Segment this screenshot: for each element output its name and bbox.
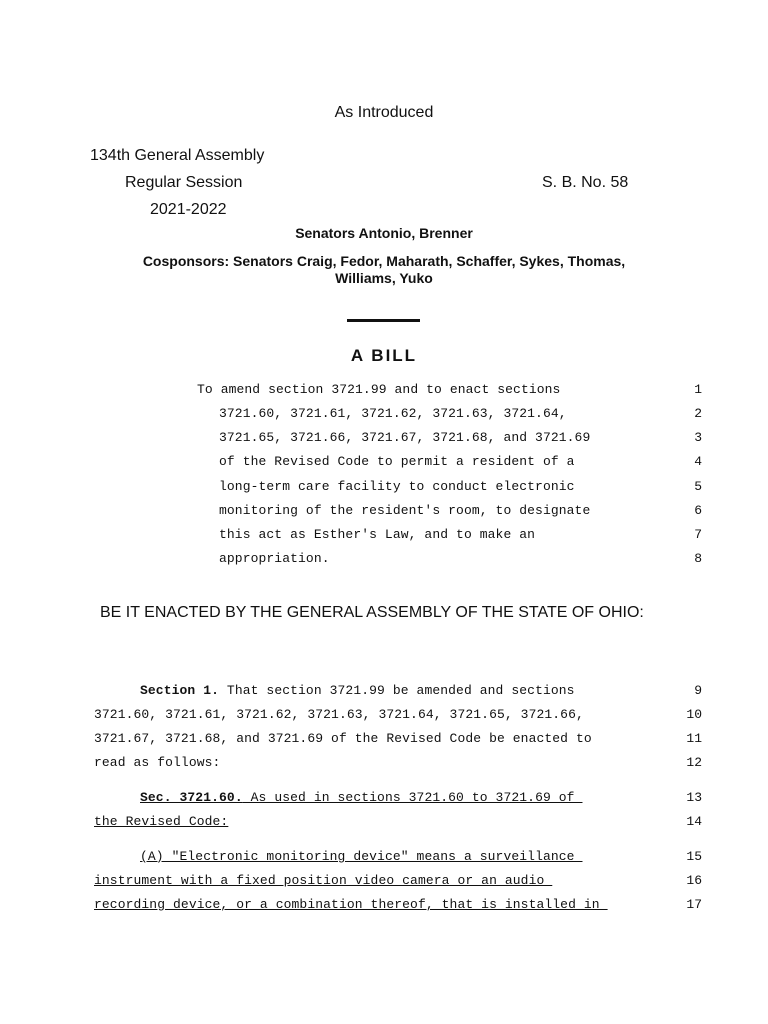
line-number: 6	[694, 503, 702, 518]
line-number: 12	[686, 755, 702, 770]
line-number: 7	[694, 527, 702, 542]
session: Regular Session	[125, 174, 243, 191]
cosponsors-line-1: Cosponsors: Senators Craig, Fedor, Maharath, Schaffer, Sykes, Thomas,	[142, 253, 626, 269]
sec-3721-60-text: As used in sections 3721.60 to 3721.69 of	[242, 790, 583, 805]
section-1-text: That section 3721.99 be amended and sections	[219, 683, 575, 698]
title-divider	[347, 319, 420, 322]
session-years: 2021-2022	[150, 201, 227, 218]
title-line: 3721.60, 3721.61, 3721.62, 3721.63, 3721.64,	[219, 406, 567, 421]
title-line: monitoring of the resident's room, to designate	[219, 503, 591, 518]
line-number: 1	[694, 382, 702, 397]
sec-3721-60-line-1	[140, 790, 582, 805]
title-line: To amend section 3721.99 and to enact sections	[197, 382, 561, 397]
line-number: 16	[686, 873, 702, 888]
line-number: 17	[686, 897, 702, 912]
line-number: 3	[694, 430, 702, 445]
line-number: 10	[686, 707, 702, 722]
line-number: 4	[694, 454, 702, 469]
line-number: 15	[686, 849, 702, 864]
title-line: appropriation.	[219, 551, 330, 566]
section-1-line-1	[140, 683, 575, 698]
title-line: long-term care facility to conduct electronic	[219, 479, 575, 494]
section-1-line: 3721.60, 3721.61, 3721.62, 3721.63, 3721.64, 3721.65, 3721.66,	[94, 707, 584, 722]
line-number: 11	[686, 731, 702, 746]
bill-status: As Introduced	[334, 104, 434, 121]
sponsors: Senators Antonio, Brenner	[295, 225, 473, 241]
line-number: 5	[694, 479, 702, 494]
line-number: 9	[694, 683, 702, 698]
sec-3721-60-line-2: the Revised Code:	[94, 814, 229, 829]
para-a-line: (A) "Electronic monitoring device" means a surveillance	[140, 849, 583, 864]
section-1-line: read as follows:	[94, 755, 221, 770]
sec-3721-60-label: Sec. 3721.60.	[140, 790, 243, 805]
para-a-line: recording device, or a combination thereof, that is installed in	[94, 897, 608, 912]
title-line: of the Revised Code to permit a resident of a	[219, 454, 575, 469]
bill-title: A BILL	[350, 346, 418, 365]
section-1-line: 3721.67, 3721.68, and 3721.69 of the Revised Code be enacted to	[94, 731, 592, 746]
cosponsors-line-2: Williams, Yuko	[335, 270, 433, 286]
section-1-label: Section 1.	[140, 683, 220, 698]
line-number: 2	[694, 406, 702, 421]
enacting-clause: BE IT ENACTED BY THE GENERAL ASSEMBLY OF THE STATE OF OHIO:	[100, 604, 644, 621]
title-line: 3721.65, 3721.66, 3721.67, 3721.68, and 3721.69	[219, 430, 591, 445]
line-number: 8	[694, 551, 702, 566]
para-a-line: instrument with a fixed position video camera or an audio	[94, 873, 553, 888]
line-number: 14	[686, 814, 702, 829]
general-assembly: 134th General Assembly	[90, 147, 265, 164]
bill-number: S. B. No. 58	[542, 174, 629, 191]
title-line: this act as Esther's Law, and to make an	[219, 527, 536, 542]
line-number: 13	[686, 790, 702, 805]
